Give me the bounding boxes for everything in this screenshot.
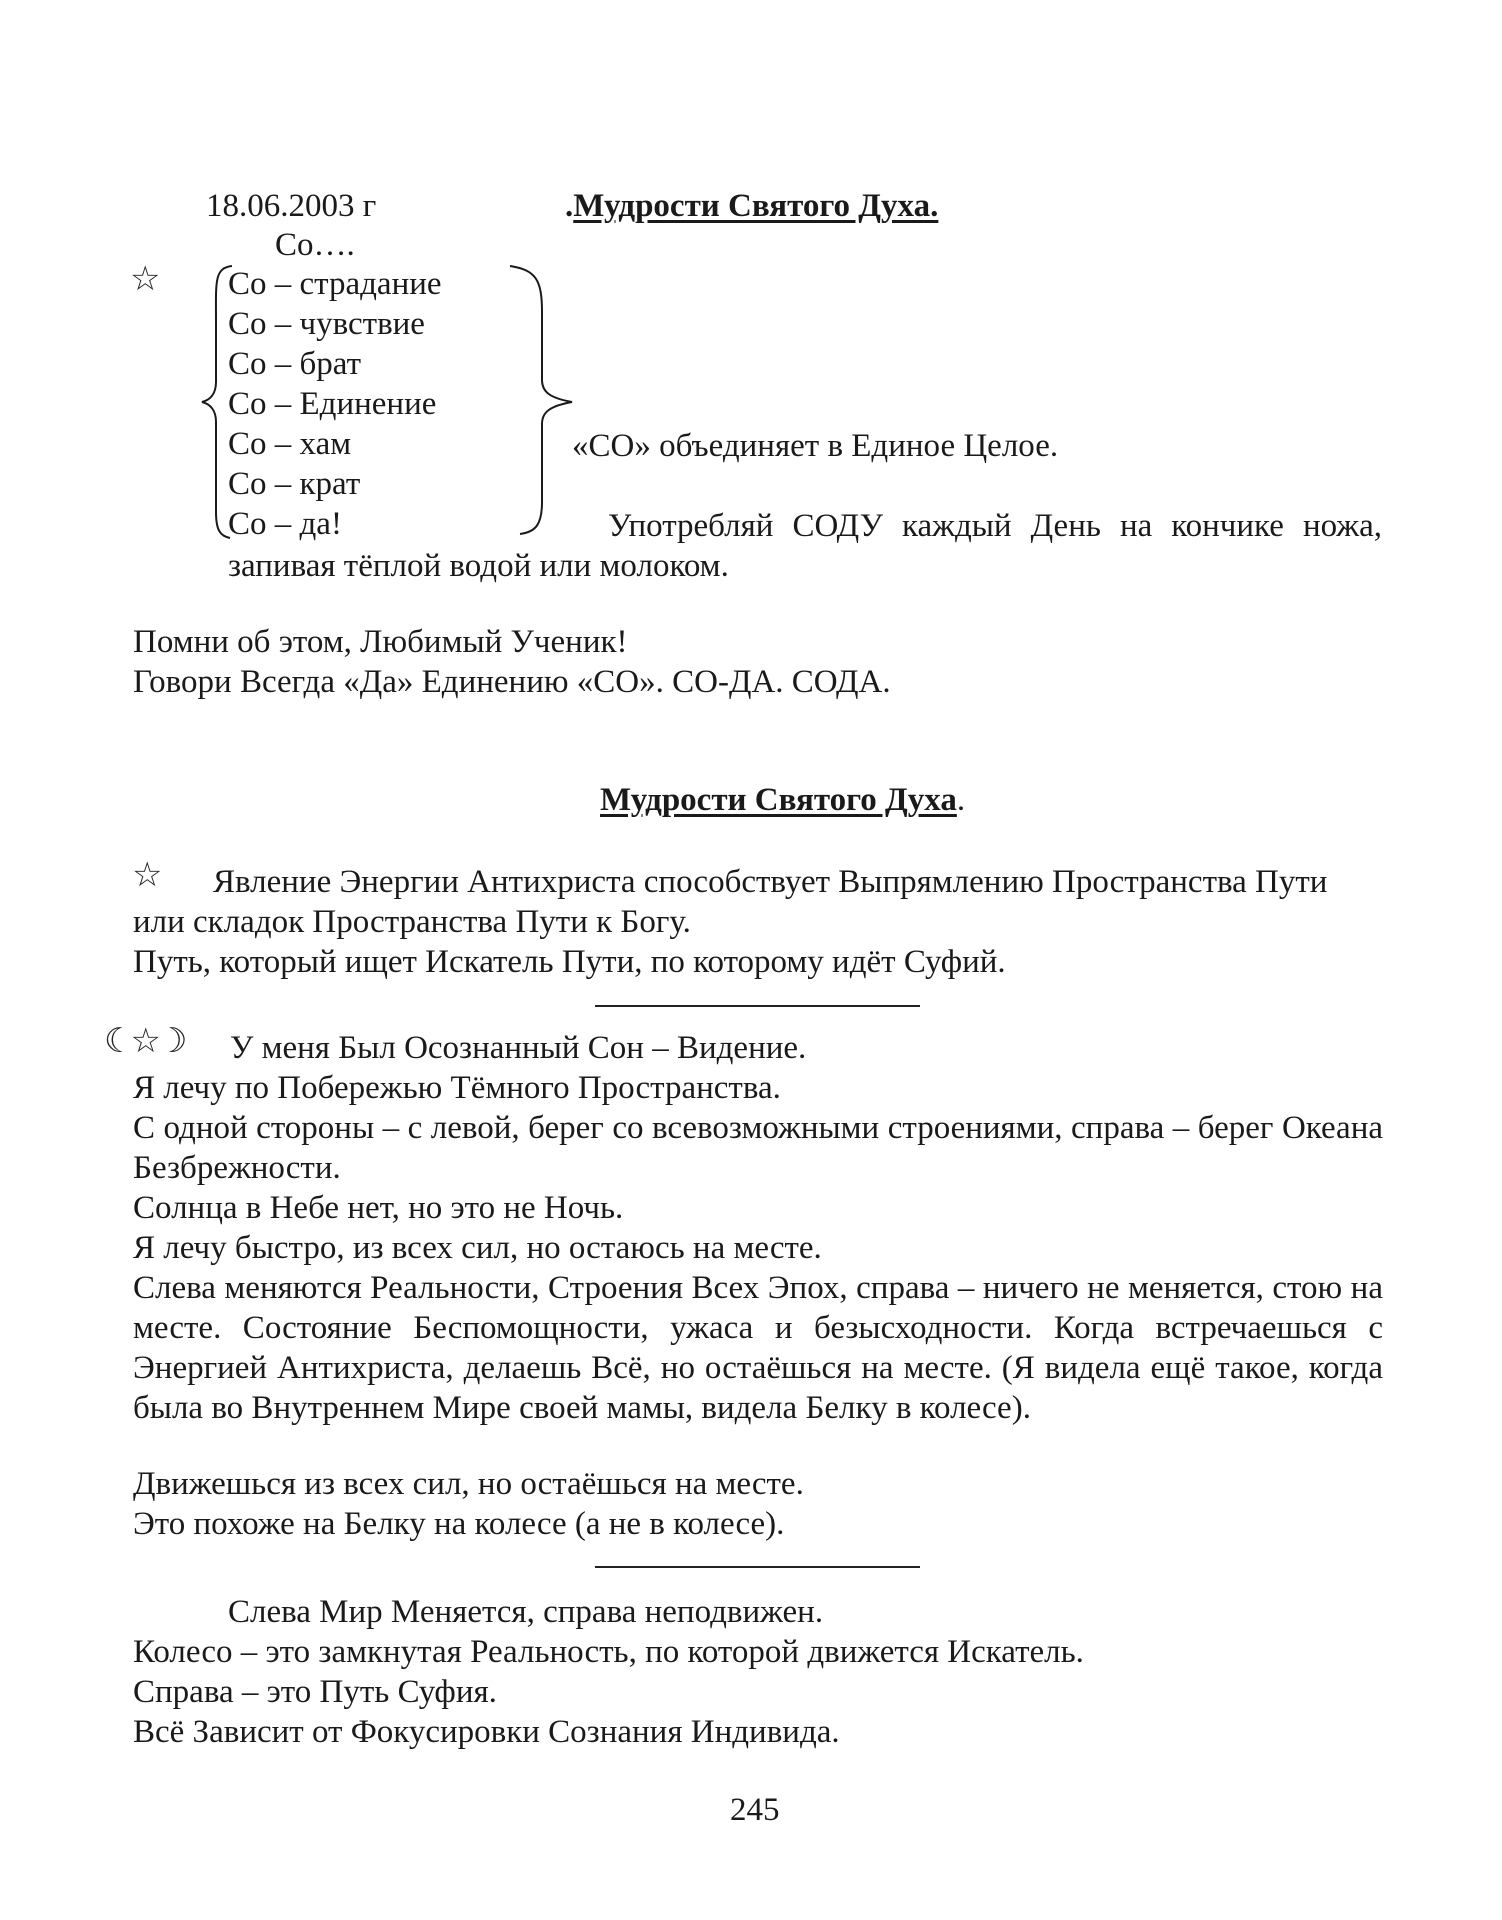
- list-item: Со – брат: [228, 346, 362, 382]
- paragraph: Справа – это Путь Суфия.: [133, 1674, 497, 1710]
- section-title-2: [600, 780, 965, 820]
- paragraph: Путь, который ищет Искатель Пути, по которому идёт Суфий.: [133, 944, 1006, 980]
- soda-instruction-cont: запивая тёплой водой или молоком.: [228, 548, 729, 584]
- title-text: Мудрости Святого Духа.: [573, 188, 939, 224]
- paragraph: Я лечу по Побережью Тёмного Пространства.: [133, 1070, 781, 1106]
- list-item: Со – чувствие: [228, 306, 425, 342]
- paragraph: Слева Мир Меняется, справа неподвижен.: [228, 1594, 824, 1630]
- soda-instruction: Употребляй СОДУ каждый День на кончике ножа,: [608, 508, 1382, 544]
- paragraph: Колесо – это замкнутая Реальность, по которой движется Искатель.: [133, 1634, 1084, 1670]
- list-item: Со – страдание: [228, 266, 442, 302]
- page-number: 245: [730, 1792, 780, 1828]
- star-icon: ☆: [130, 261, 161, 298]
- title-text: Мудрости Святого Духа: [600, 782, 957, 818]
- list-item: Со – Единение: [228, 386, 437, 422]
- entry-date: 18.06.2003 г: [206, 188, 377, 224]
- separator: [595, 1566, 920, 1568]
- paragraph: С одной стороны – с левой, берег со всевозможными строениями, справа – берег Океана Безбрежности.: [133, 1110, 1383, 1186]
- list-item: Со – крат: [228, 466, 361, 502]
- separator: [595, 1005, 920, 1007]
- list-item: Со – да!: [228, 506, 342, 542]
- paragraph: Явление Энергии Антихриста способствует Выпрямлению Пространства Пути: [213, 864, 1328, 900]
- paragraph-cont: или складок Пространства Пути к Богу.: [133, 904, 691, 940]
- unites-text: «СО» объединяет в Единое Целое.: [572, 428, 1059, 464]
- paragraph: Это похоже на Белку на колесе (а не в колесе).: [133, 1506, 785, 1542]
- section-title-1: [565, 186, 938, 226]
- title-suffix: .: [956, 782, 966, 818]
- paragraph: Движешься из всех сил, но остаёшься на месте.: [133, 1466, 804, 1502]
- so-intro: Со….: [275, 227, 355, 263]
- dream-title: У меня Был Осознанный Сон – Видение.: [230, 1030, 807, 1066]
- paragraph: Я лечу быстро, из всех сил, но остаюсь на месте.: [133, 1230, 822, 1266]
- crescent-star-icon: ☾☆☽: [104, 1023, 184, 1060]
- say-yes-text: Говори Всегда «Да» Единению «СО». СО-ДА. СОДА.: [133, 664, 891, 700]
- paragraph: Слева меняются Реальности, Строения Всех Эпох, справа – ничего не меняется, стою на месте. Состояние Беспомощности, ужаса и безысходности. Когда встречаешься с Энергией Антихриста, делаешь Всё, но остаёшься на месте. (Я видела ещё такое, когда была во Внутреннем Мире своей мамы, видела Белку в колесе).: [133, 1270, 1383, 1426]
- right-brace-icon: [500, 262, 580, 542]
- remember-text: Помни об этом, Любимый Ученик!: [133, 624, 628, 660]
- paragraph: Солнца в Небе нет, но это не Ночь.: [133, 1190, 624, 1226]
- list-item: Со – хам: [228, 426, 352, 462]
- title-prefix: .: [565, 188, 574, 224]
- star-icon: ☆: [132, 857, 163, 894]
- paragraph: Всё Зависит от Фокусировки Сознания Индивида.: [133, 1714, 840, 1750]
